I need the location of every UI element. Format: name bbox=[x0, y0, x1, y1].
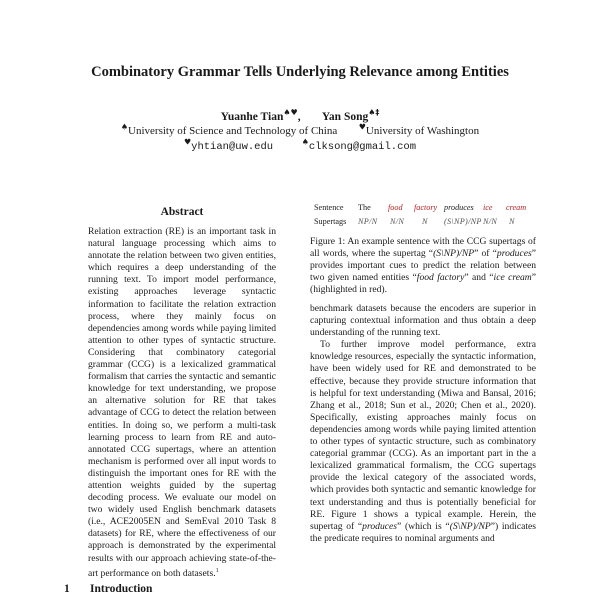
figure-supertag: N bbox=[509, 217, 515, 226]
email-line bbox=[0, 137, 600, 155]
figure-word: ice bbox=[483, 203, 493, 212]
affiliation: University of Washington bbox=[365, 125, 480, 137]
figure-supertag: N bbox=[422, 217, 428, 226]
body-paragraph: To further improve model performance, extra knowledge resources, especially the syntactic information, have been widely used for RE and demonstrated to be effective, because they provide structure information that is helpful for text understanding (Miwa and Bansal, 2016; Zhang et al., 2018; Sun et al., 2020; Chen et al., 2020). Specifically, existing approaches mainly focus on dependencies among words while paying limited attention to other types of syntactic structure, such as combinatory categorial grammar (CCG). As an important part in the a lexicalized grammatical formalism, the CCG supertags provide the lexical category of the associated words, which provides both syntactic and semantic knowledge for text understanding and thus is potentially beneficial for RE. Figure 1 shows a typical example. Herein, the supertag of “produces” (which is “(S\NP)/NP”) indicates the predicate requires to nominal arguments and bbox=[310, 339, 536, 544]
figure-row-label: Sentence bbox=[314, 203, 344, 212]
figure-row-label: Supertags bbox=[314, 217, 347, 226]
right-column-body bbox=[310, 303, 536, 545]
section-heading bbox=[64, 583, 152, 595]
author-line bbox=[0, 109, 600, 125]
figure-supertag-row bbox=[310, 217, 536, 230]
figure-supertag: N/N bbox=[483, 217, 498, 226]
spade-icon: ♠ bbox=[120, 122, 129, 132]
author-separator: , bbox=[297, 111, 301, 123]
figure-supertag: (S\NP)/NP bbox=[444, 217, 482, 226]
heart-icon: ♥ bbox=[358, 122, 366, 132]
author-name: Yuanhe Tian bbox=[220, 111, 284, 123]
author-name: Yan Song bbox=[321, 111, 369, 123]
email-address: yhtian@uw.edu bbox=[191, 141, 274, 153]
abstract-heading: Abstract bbox=[160, 206, 204, 218]
figure-word: cream bbox=[506, 203, 527, 212]
figure-word: produces bbox=[444, 203, 474, 212]
affiliation-line bbox=[0, 124, 600, 139]
affiliation: University of Science and Technology of China bbox=[128, 125, 338, 137]
abstract-text: Relation extraction (RE) is an important task in natural language processing which aims to annotate the relation between two given entities, which requires a deep understanding of the running text. To import model performance, existing approaches leverage syntactic information to facilitate the relation extraction process, where they mainly focus on dependencies among words while paying limited attention to other types of syntactic structure. Considering that combinatory categorial grammar (CCG) is a lexicalized grammatical formalism that carries the syntactic and semantic knowledge for text understanding, we propose an alternative solution for RE that takes advantage of CCG to detect the relation between entities. In doing so, we perform a multi-task learning process to learn from RE and auto-annotated CCG supertags, where an attention mechanism is performed over all input words to distinguish the important ones for RE with the attention weights guided by the supertag decoding process. We evaluate our model on two widely used English benchmark datasets (i.e., ACE2005EN and SemEval 2010 Task 8 datasets) for RE, where the effectiveness of our approach is demonstrated by the experimental results with our approach achieving state-of-the-art performance on both datasets.$^1$ bbox=[88, 226, 276, 579]
figure-supertag: NP/N bbox=[358, 217, 378, 226]
email-address: clksong@gmail.com bbox=[308, 141, 416, 153]
footnote-marker: 1 bbox=[215, 567, 219, 574]
author-affiliation-marks: ♠♥ bbox=[283, 108, 298, 118]
figure-caption: Figure 1: An example sentence with the CCG supertags of all words, where the supertag “(S\NP)/NP” of “produces” provides important cues to predict the relation between two given named entities “food factory” and “ice cream” (highlighted in red). bbox=[310, 236, 536, 296]
figure-supertag: N/N bbox=[390, 217, 405, 226]
figure-1-supertag-table bbox=[310, 203, 536, 231]
figure-word: factory bbox=[414, 203, 438, 212]
figure-word: The bbox=[358, 203, 371, 212]
figure-word: food bbox=[388, 203, 403, 212]
section-number: 1 bbox=[64, 583, 70, 595]
heart-icon: ♥ bbox=[183, 137, 192, 147]
spade-icon: ♠ bbox=[301, 137, 309, 147]
figure-sentence-row bbox=[310, 203, 536, 216]
paper-title: Combinatory Grammar Tells Underlying Relevance among Entities bbox=[91, 64, 509, 80]
author-affiliation-marks: ♠‡ bbox=[368, 108, 380, 118]
body-paragraph: benchmark datasets because the encoders are superior in capturing contextual information and thus obtain a deep understanding of the running text. bbox=[310, 303, 536, 339]
section-title: Introduction bbox=[90, 583, 153, 595]
